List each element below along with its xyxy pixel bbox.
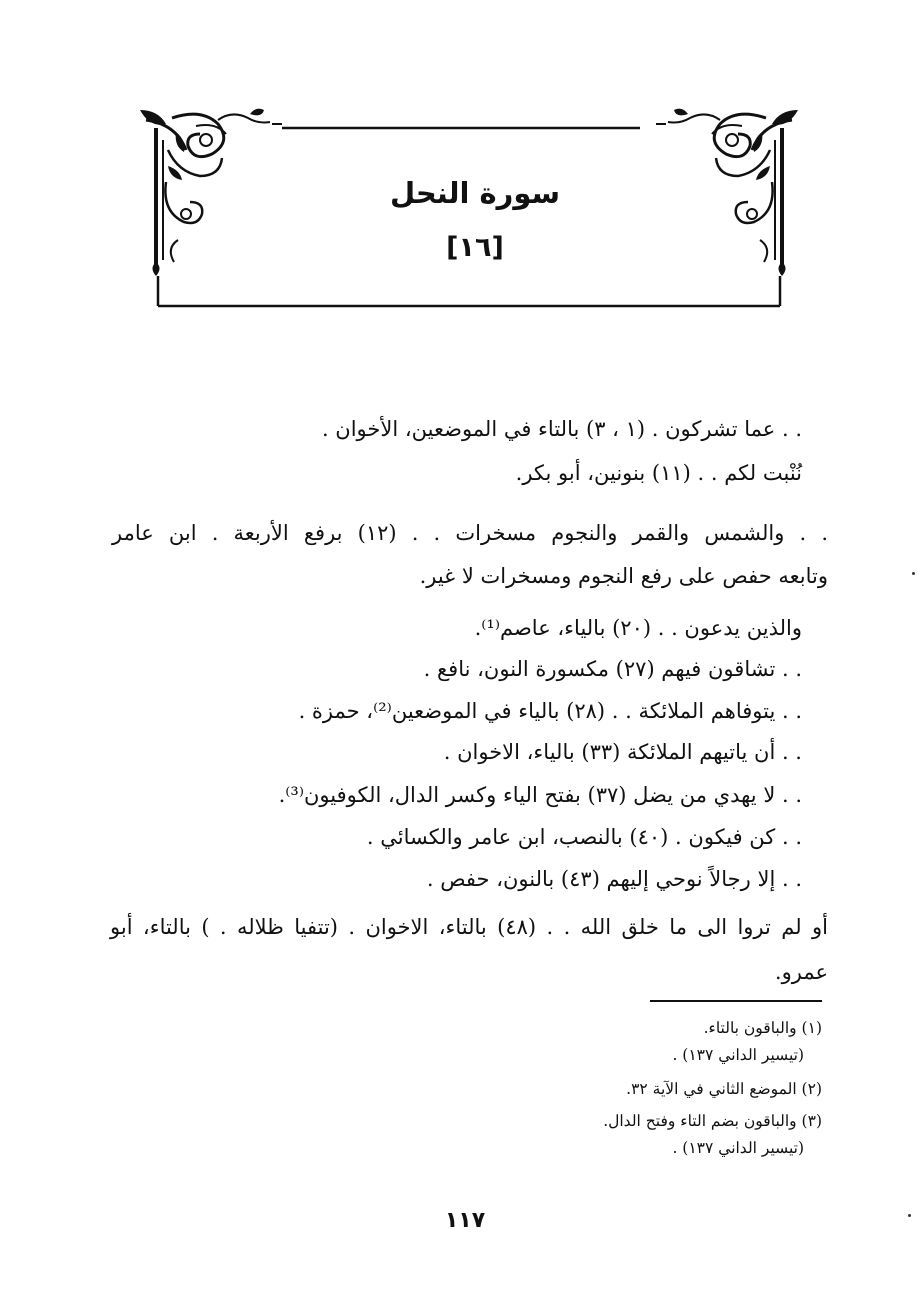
text-line: . . والشمس والقمر والنجوم مسخرات . . (١٢) برفع الأربعة . ابن عامر	[112, 521, 828, 545]
footnote: (١) والباقون بالتاء.	[703, 1019, 822, 1037]
footnote: (٢) الموضع الثاني في الآية ٣٢.	[626, 1080, 822, 1098]
text-line: والذين يدعون . . (٢٠) بالياء، عاصم⁽¹⁾.	[474, 616, 802, 640]
footnote: (٣) والباقون بضم التاء وفتح الدال.	[603, 1112, 822, 1130]
text-line: . . لا يهدي من يضل (٣٧) بفتح الياء وكسر الدال، الكوفيون⁽³⁾.	[278, 783, 802, 807]
text-line: . . إلا رجالاً نوحي إليهم (٤٣) بالنون، حفص .	[426, 867, 802, 891]
scan-speck	[912, 572, 915, 575]
surah-number: [١٦]	[446, 232, 504, 263]
page-number: ١١٧	[444, 1208, 486, 1233]
footnote: (تيسير الداني ١٣٧) .	[672, 1046, 804, 1064]
text-line: . . تشاقون فيهم (٢٧) مكسورة النون، نافع .	[423, 657, 802, 681]
text-line: نُنْبت لكم . . (١١) بنونين، أبو بكر.	[515, 461, 802, 485]
surah-title: سورة النحل	[389, 176, 561, 210]
text-line: . . كن فيكون . (٤٠) بالنصب، ابن عامر والكسائي .	[366, 825, 802, 849]
scan-speck	[908, 1214, 911, 1217]
text-line: . . أن ياتيهم الملائكة (٣٣) بالياء، الاخوان .	[443, 740, 802, 764]
ornamental-title-frame	[0, 0, 920, 320]
text-line: أو لم تروا الى ما خلق الله . . (٤٨) بالتاء، الاخوان . (تتفيا ظلاله . ) بالتاء، أبو	[110, 915, 828, 939]
footnote: (تيسير الداني ١٣٧) .	[672, 1139, 804, 1157]
text-line: عمرو.	[774, 960, 828, 984]
text-line: . . يتوفاهم الملائكة . . (٢٨) بالياء في الموضعين⁽²⁾، حمزة .	[298, 699, 802, 723]
footnote-divider	[650, 1000, 822, 1002]
text-line: وتابعه حفص على رفع النجوم ومسخرات لا غير.	[419, 564, 828, 588]
text-line: . . عما تشركون . (١ ، ٣) بالتاء في الموضعين، الأخوان .	[321, 417, 802, 441]
